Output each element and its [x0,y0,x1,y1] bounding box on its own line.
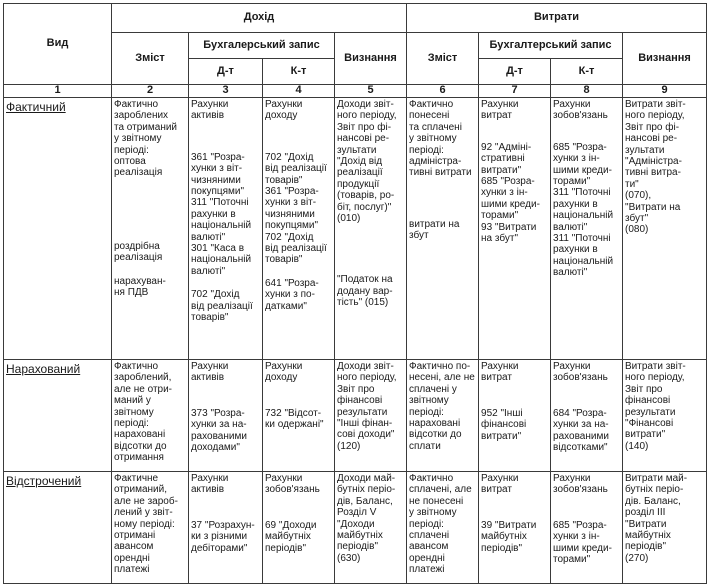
cell-text-line: активів [191,484,225,496]
cell-text-line: Розділ V [337,507,377,519]
cell-text-line: результати [625,406,676,418]
cell-text-line: майбутніх [481,531,527,543]
cell-text-line: (070), [625,190,652,202]
cell-text-line: Рахунки [553,361,591,372]
cell-text-line: (270) [625,552,649,564]
cell-text-line: товарів" [265,174,303,186]
cell-text-line: "Дохід від [337,156,383,168]
cell-income-content [112,98,189,360]
cell-text-line: витрат [481,110,512,122]
cell-text-line: хунки з ін- [553,153,600,165]
cell-text-line: 311 "Поточні [553,187,611,199]
cell-text-line: від реалізації [191,300,253,312]
cell-text-line: ного періоду, [625,110,685,122]
cell-spacer [553,496,620,520]
cell-text-line: "Податок на [337,274,393,286]
cell-text-line: Рахунки [481,99,519,110]
cell-income-recognition [335,98,407,360]
cell-text-line: реалізація [114,167,163,179]
cell-text-line: торами" [553,176,591,188]
header-expenses: Витрати [407,4,707,33]
cell-text-line: 684 "Розра- [553,407,607,419]
cell-text-line: Фактично [409,99,454,110]
cell-expense-recognition [623,98,707,360]
cell-spacer [114,264,186,276]
cell-text-line: отриманий, [114,484,167,496]
cell-text-line: зультати [337,144,377,156]
cell-text-line: орендні [114,552,150,564]
cell-text-line: нарахуван- [114,275,166,287]
cell-text-line: але не отри- [114,383,172,395]
cell-text-line: бутніх періо- [625,484,684,496]
cell-text-line: від реалізації [265,243,327,255]
cell-text-line: Доходи звіт- [337,361,394,372]
row-kind-deferred: Відстрочений [4,472,112,584]
cell-text-line: Рахунки [481,473,519,484]
cell-text-line: періодів" [265,542,307,554]
cell-spacer [553,122,620,142]
header-income-recognition: Визнання [335,33,407,85]
cell-text-line: чизняними [191,174,241,186]
cell-expense-debit [479,360,551,472]
cell-text-line: платежі [409,564,445,576]
cell-text-line: авансом [114,541,154,553]
cell-expense-credit [551,360,623,472]
cell-text-line: періодів" [337,541,379,553]
cell-text-line: несені, але не [409,372,475,384]
cell-text-line: ного періоду, [337,372,397,384]
cell-text-line: на збут" [481,233,518,245]
cell-text-line: 361 "Розра- [265,186,319,198]
cell-text-line: хунки з ін- [481,187,528,199]
cell-text-line: нансові ре- [337,133,390,145]
cell-text-line: "Доходи [337,518,375,530]
cell-text-line: витрати на [409,218,460,230]
cell-text-line: біт, послуг)" [337,201,392,213]
cell-text-line: дів, Баланс, [337,495,393,507]
cell-text-line: у звітному [409,133,457,145]
cell-expense-content [407,360,479,472]
cell-text-line: 39 "Витрати [481,519,537,531]
cell-text-line: ного періоду, [337,110,397,122]
cell-text-line: Рахунки [191,361,229,372]
cell-income-debit [189,472,263,584]
cell-text-line: не понесені [409,495,464,507]
cell-spacer [409,179,476,219]
cell-text-line: 93 "Витрати [481,221,537,233]
cell-expense-credit [551,98,623,360]
cell-text-line: "Фінансові [625,418,674,430]
cell-text-line: розділ III [625,507,666,519]
cell-text-line: але не зароб- [114,495,178,507]
cell-text-line: ки одержані" [265,419,324,431]
cell-text-line: 311 "Поточні [191,197,249,209]
cell-text-line: (010) [337,213,361,225]
cell-text-line: (товарів, ро- [337,190,395,202]
cell-text-line: валюті" [553,221,588,233]
cell-text-line: зобов'язань [553,110,608,122]
cell-text-line: 361 "Розра- [191,151,245,163]
cell-text-line: "Адміністра- [625,156,682,168]
cell-text-line: Рахунки [553,473,591,484]
cell-text-line: рахунки в [553,198,598,210]
cell-text-line: активів [191,372,225,384]
cell-text-line: звітному [114,406,154,418]
cell-text-line: зультати [625,144,665,156]
header-income: Дохід [112,4,407,33]
cell-expense-debit [479,98,551,360]
cell-text-line: Фактично [114,361,159,372]
header-income-entry: Бухгалерський запис [189,33,335,59]
cell-text-line: витрати" [625,429,666,441]
cell-text-line: 952 "Інші [481,407,523,419]
cell-text-line: (120) [337,440,361,452]
cell-text-line: хунки з віт- [265,197,317,209]
column-number-row [4,85,707,98]
table-row [4,98,707,360]
cell-text-line: періоді: [409,144,444,156]
cell-expense-recognition [623,472,707,584]
cell-text-line: Рахунки [265,361,303,372]
cell-text-line: відсотки до [114,440,167,452]
cell-text-line: покупцями" [191,186,245,198]
cell-spacer [265,496,332,520]
header-income-zmist: Зміст [112,33,189,85]
cell-text-line: торами" [481,210,519,222]
cell-text-line: зобов'язань [265,484,320,496]
cell-income-credit [263,98,335,360]
cell-expense-content [407,98,479,360]
cell-text-line: додану вар- [337,285,393,297]
cell-text-line: стративні [481,153,525,165]
cell-text-line: витрати" [481,430,522,442]
cell-text-line: рахованими [191,430,247,442]
cell-text-line: національній [553,210,614,222]
cell-text-line: ному періоді: [114,518,175,530]
cell-spacer [481,496,548,520]
row-kind-actual: Фактичний [4,98,112,360]
cell-income-content [112,472,189,584]
cell-text-line: Доходи май- [337,473,396,484]
cell-text-line: 685 "Розра- [481,176,535,188]
cell-text-line: реалізації [337,167,383,179]
cell-expense-debit [479,472,551,584]
cell-text-line: "Витрати [625,518,667,530]
cell-text-line: періодів" [625,541,667,553]
cell-spacer [265,266,332,278]
cell-text-line: звітному [409,395,449,407]
cell-text-line: Рахунки [191,473,229,484]
cell-text-line: періоді: [114,418,149,430]
cell-text-line: Рахунки [191,99,229,110]
cell-text-line: оптова [114,156,146,168]
cell-text-line: хунки за на- [191,419,247,431]
cell-text-line: чизняними [265,208,315,220]
cell-text-line: Звіт про [625,383,663,395]
cell-text-line: тивні витрати [409,167,472,179]
cell-text-line: Витрати звіт- [625,361,686,372]
cell-text-line: періоді: [409,518,444,530]
cell-text-line: торами" [553,554,591,566]
table-row [4,472,707,584]
column-number: 8 [551,85,623,98]
cell-text-line: хунки за на- [553,419,609,431]
cell-spacer [191,496,260,520]
cell-text-line: у звітному [114,133,162,145]
cell-spacer [481,122,548,142]
cell-text-line: зароблених [114,110,169,122]
cell-text-line: орендні [409,552,445,564]
cell-text-line: сплачені у [409,383,457,395]
cell-text-line: 311 "Поточні [553,233,611,245]
cell-spacer [481,384,548,408]
row-kind-accrued: Нарахований [4,360,112,472]
cell-text-line: від реалізації [265,163,327,175]
cell-text-line: дебіторами" [191,542,248,554]
column-number: 9 [623,85,707,98]
cell-text-line: рахованими [553,430,609,442]
column-number: 7 [479,85,551,98]
column-number: 4 [263,85,335,98]
cell-text-line: тість" (015) [337,297,389,309]
cell-text-line: валюті" [553,267,588,279]
cell-text-line: понесені [409,110,450,122]
cell-text-line: Рахунки [265,99,303,110]
column-number: 2 [112,85,189,98]
header-expense-recognition: Визнання [623,33,707,85]
cell-text-line: 641 "Розра- [265,277,319,289]
cell-text-line: майбутніх [625,530,671,542]
cell-text-line: доходу [265,110,298,122]
cell-text-line: нараховані [114,429,166,441]
cell-text-line: 92 "Адміні- [481,141,532,153]
cell-text-line: доходами" [191,442,240,454]
cell-text-line: та сплачені [409,121,462,133]
cell-spacer [265,384,332,408]
cell-text-line: "Інші фінан- [337,418,393,430]
column-number: 6 [407,85,479,98]
table-row [4,360,707,472]
cell-text-line: дів. Баланс, [625,495,681,507]
header-expense-entry: Бухгалтерський запис [479,33,623,59]
cell-text-line: збут" [625,213,649,225]
cell-text-line: витрат [481,484,512,496]
column-number: 5 [335,85,407,98]
cell-text-line: зобов'язань [553,372,608,384]
cell-text-line: нараховані [409,418,461,430]
cell-text-line: 373 "Розра- [191,407,245,419]
cell-text-line: бутніх періо- [337,484,396,496]
cell-text-line: хунки з віт- [191,163,243,175]
cell-text-line: збут [409,230,429,242]
cell-text-line: валюті" [191,265,226,277]
cell-income-debit [189,360,263,472]
cell-text-line: Витрати май- [625,473,688,484]
cell-text-line: Рахунки [481,361,519,372]
cell-text-line: ня ПДВ [114,287,149,299]
cell-text-line: адміністра- [409,156,462,168]
cell-text-line: фінансові [625,395,671,407]
cell-text-line: Доходи звіт- [337,99,394,110]
cell-text-line: фінансові [337,395,383,407]
cell-text-line: Звіт про фі- [625,121,680,133]
cell-text-line: Звіт про [337,383,375,395]
cell-income-recognition [335,472,407,584]
cell-text-line: шими креди- [553,542,612,554]
cell-text-line: сплати [409,440,441,452]
income-expense-table [3,3,707,584]
cell-text-line: періоді: [114,144,149,156]
cell-text-line: 37 "Розрахун- [191,519,255,531]
cell-expense-content [407,472,479,584]
cell-text-line: товарів" [191,312,229,324]
cell-text-line: 702 "Дохід [265,231,314,243]
cell-expense-credit [551,472,623,584]
cell-text-line: результати [337,406,388,418]
cell-text-line: відсотками" [553,442,608,454]
cell-text-line: Рахунки [553,99,591,110]
cell-text-line: маний у [114,395,151,407]
cell-text-line: ти" [625,178,639,190]
cell-text-line: (080) [625,224,649,236]
cell-text-line: майбутніх [265,531,311,543]
cell-text-line: у звітному [409,507,457,519]
cell-text-line: витрат [481,372,512,384]
cell-spacer [191,122,260,152]
cell-spacer [191,277,260,289]
cell-text-line: платежі [114,564,150,576]
cell-text-line: активів [191,110,225,122]
header-income-credit: К-т [263,59,335,85]
cell-text-line: національній [191,254,252,266]
cell-spacer [337,224,404,274]
cell-text-line: лений у звіт- [114,507,173,519]
column-number: 1 [4,85,112,98]
cell-text-line: 702 "Дохід [265,151,314,163]
cell-text-line: періодів" [481,542,523,554]
cell-text-line: ного періоду, [625,372,685,384]
header-expense-credit: К-т [551,59,623,85]
cell-text-line: періоді: [409,406,444,418]
cell-text-line: шими креди- [553,164,612,176]
cell-text-line: 301 "Каса в [191,243,245,255]
cell-text-line: Фактичне [114,473,159,484]
cell-text-line: доходу [265,372,298,384]
cell-income-debit [189,98,263,360]
cell-text-line: 685 "Розра- [553,141,607,153]
cell-text-line: валюті" [191,231,226,243]
cell-text-line: рахунки в [191,208,236,220]
column-number: 3 [189,85,263,98]
cell-text-line: хунки з ін- [553,531,600,543]
cell-text-line: авансом [409,541,449,553]
cell-text-line: шими креди- [481,198,540,210]
cell-text-line: Фактично [114,99,159,110]
header-expense-zmist: Зміст [407,33,479,85]
cell-expense-recognition [623,360,707,472]
cell-text-line: товарів" [265,254,303,266]
cell-text-line: тивні витра- [625,167,681,179]
cell-text-line: 732 "Відсот- [265,407,322,419]
cell-text-line: витрати" [481,164,522,176]
cell-text-line: Рахунки [265,473,303,484]
cell-text-line: Фактично по- [409,361,471,372]
cell-text-line: отримання [114,452,164,464]
cell-text-line: датками" [265,300,307,312]
header-vyd: Вид [4,4,112,85]
cell-spacer [191,384,260,408]
cell-text-line: сплачені, але [409,484,472,496]
cell-text-line: сові доходи" [337,429,395,441]
cell-text-line: роздрібна [114,240,160,252]
cell-text-line: ки з різними [191,531,248,543]
cell-text-line: покупцями" [265,220,319,232]
cell-text-line: "Витрати на [625,201,681,213]
header-income-debit: Д-т [189,59,263,85]
cell-text-line: (140) [625,440,649,452]
cell-income-credit [263,360,335,472]
cell-spacer [553,384,620,408]
cell-spacer [265,122,332,152]
cell-text-line: та отриманий [114,121,178,133]
cell-text-line: хунки з по- [265,289,315,301]
cell-text-line: зобов'язань [553,484,608,496]
cell-income-recognition [335,360,407,472]
cell-text-line: майбутніх [337,530,383,542]
cell-text-line: 69 "Доходи [265,519,317,531]
cell-text-line: Фактично [409,473,454,484]
cell-text-line: фінансові [481,419,527,431]
cell-text-line: сплачені [409,530,450,542]
cell-text-line: Витрати звіт- [625,99,686,110]
cell-text-line: зароблений, [114,372,172,384]
cell-text-line: 685 "Розра- [553,519,607,531]
cell-text-line: отримані [114,530,156,542]
cell-text-line: Звіт про фі- [337,121,392,133]
cell-text-line: національній [191,220,252,232]
cell-text-line: (630) [337,552,361,564]
cell-text-line: 702 "Дохід [191,289,240,301]
cell-text-line: національній [553,255,614,267]
cell-income-credit [263,472,335,584]
cell-text-line: рахунки в [553,244,598,256]
cell-text-line: нансові ре- [625,133,678,145]
cell-text-line: продукції [337,178,380,190]
cell-spacer [114,179,186,241]
cell-text-line: відсотки до [409,429,462,441]
header-expense-debit: Д-т [479,59,551,85]
cell-income-content [112,360,189,472]
cell-text-line: реалізація [114,252,163,264]
